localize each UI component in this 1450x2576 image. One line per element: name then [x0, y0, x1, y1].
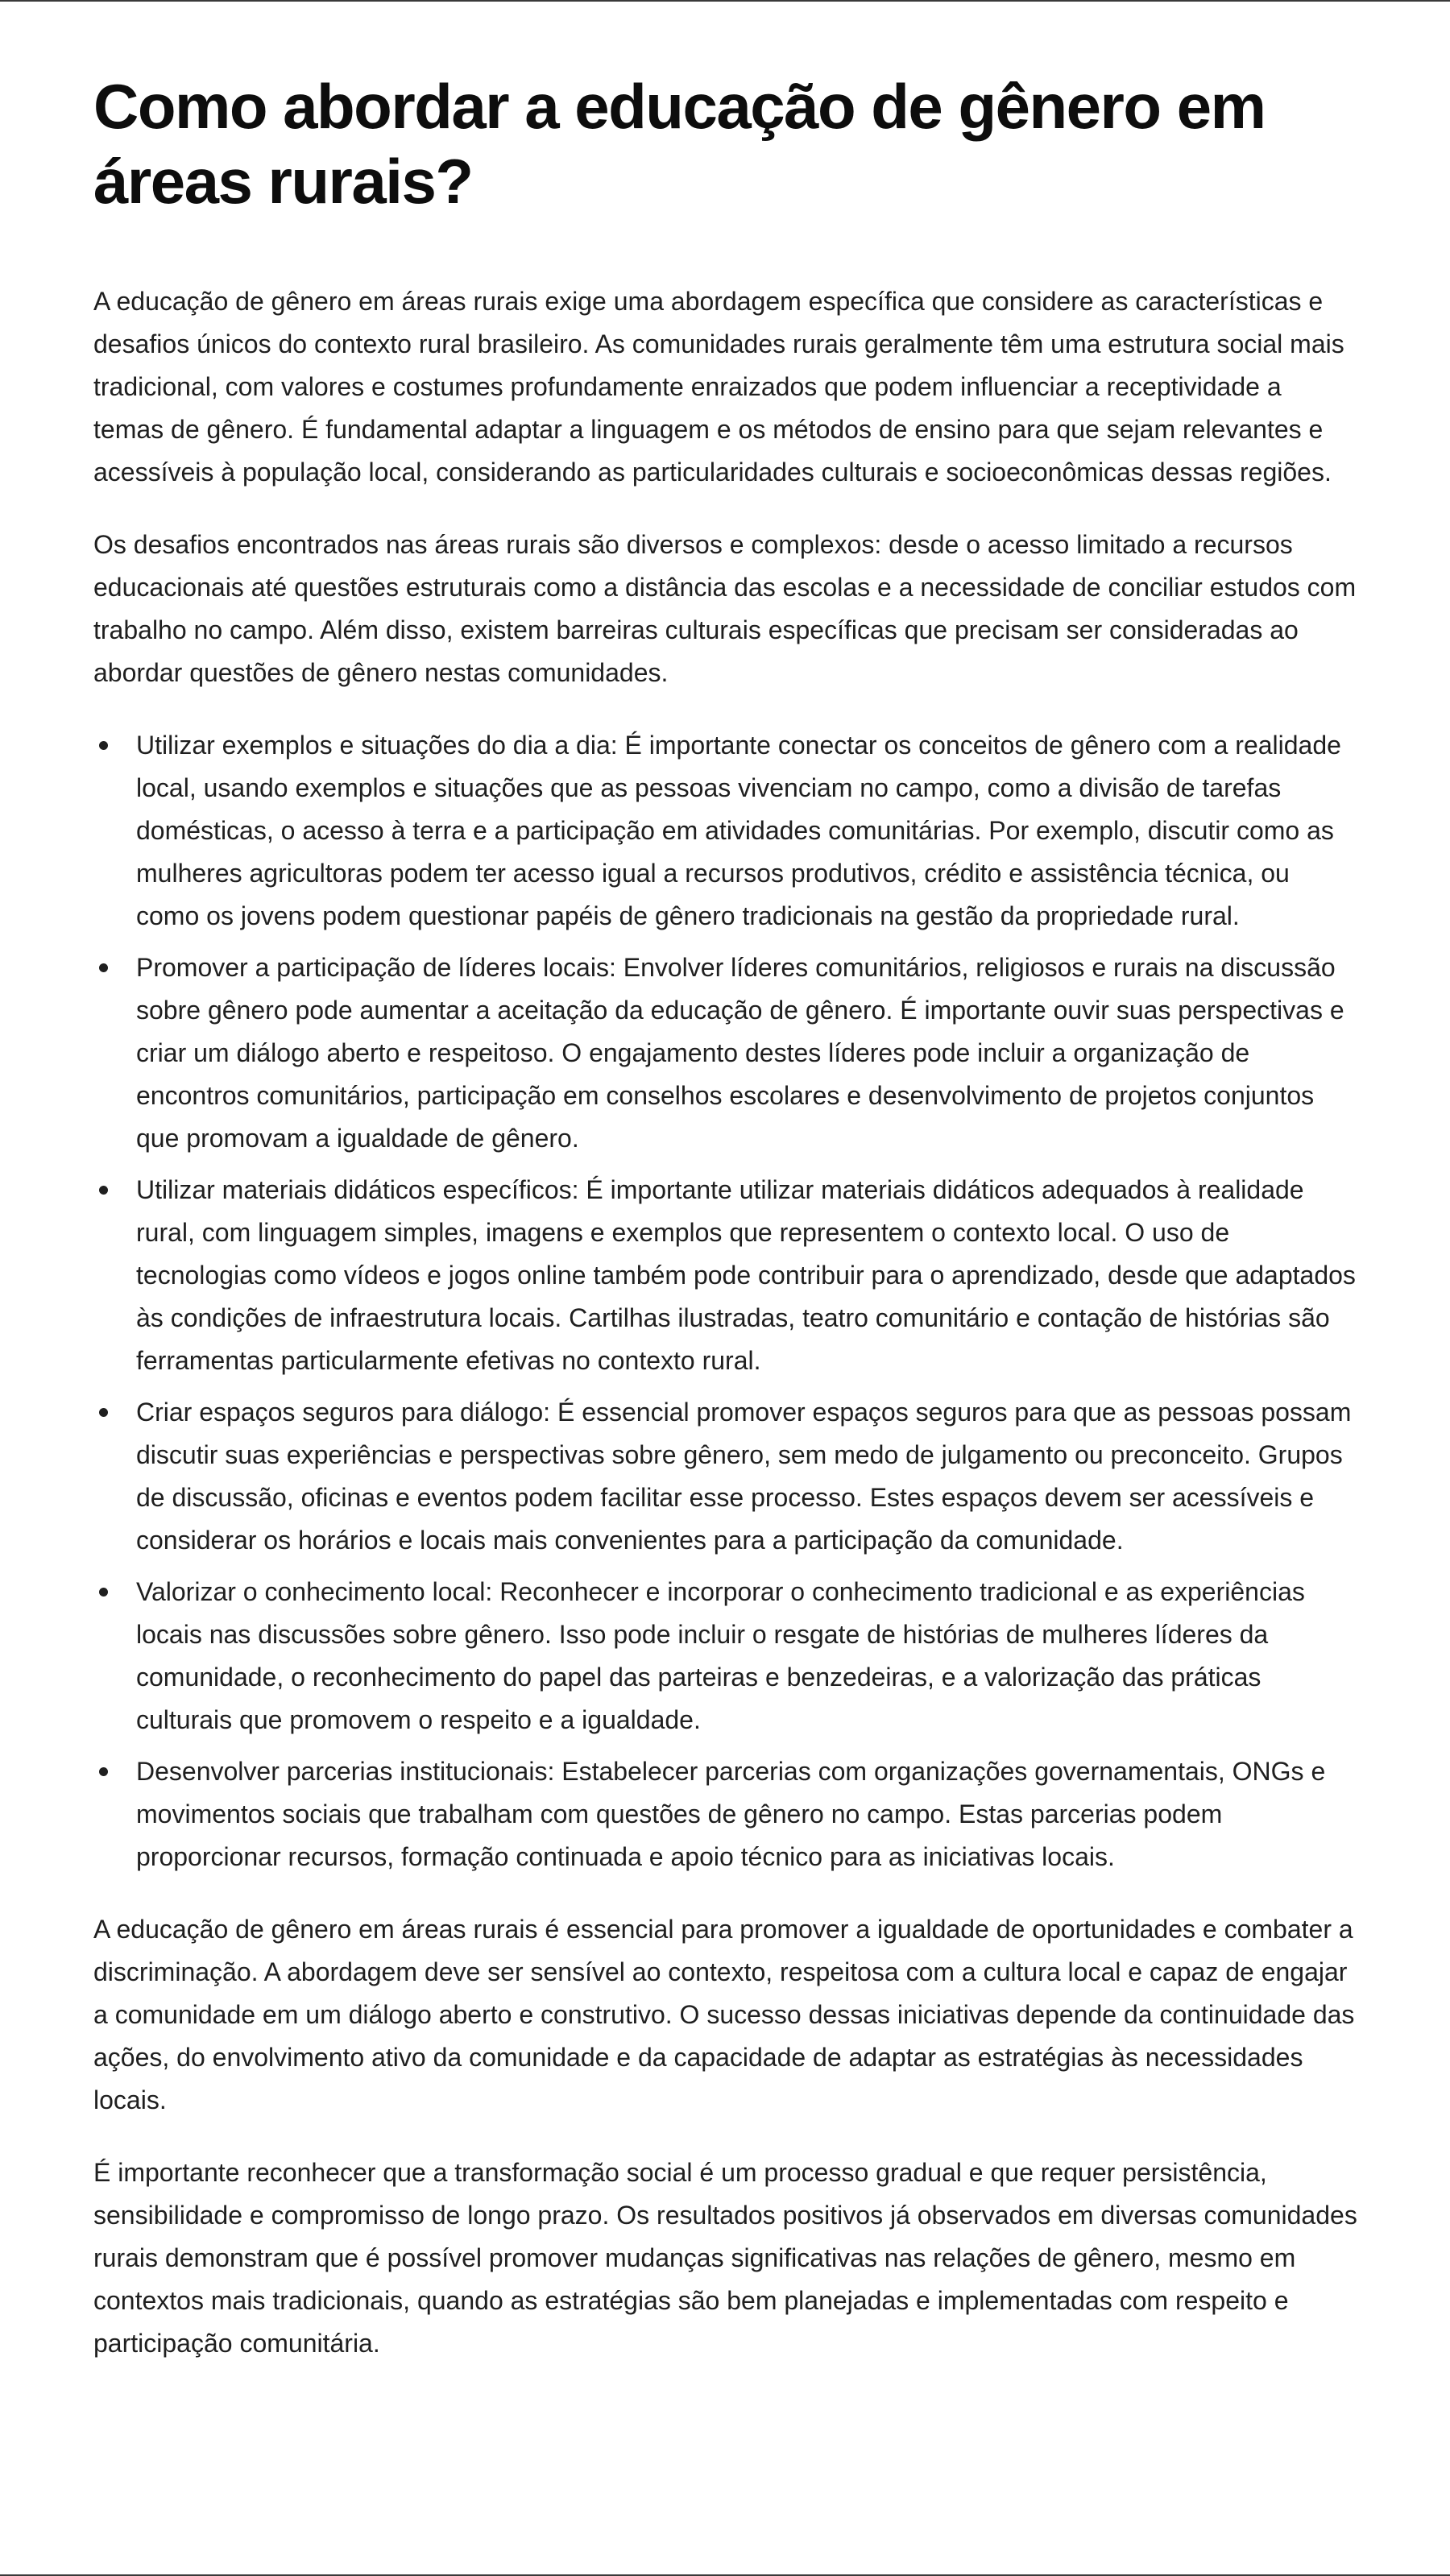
- intro-paragraph-2: Os desafios encontrados nas áreas rurais são diversos e complexos: desde o acesso limitado a recursos educacionais até questões estruturais como a distância das escolas e a necessidade de conciliar estudos com trabalho no campo. Além disso, existem barreiras culturais específicas que precisam ser consideradas ao abordar questões de gênero nestas comunidades.: [93, 530, 1357, 687]
- closing-paragraph-2: É importante reconhecer que a transformação social é um processo gradual e que requer persistência, sensibilidade e compromisso de longo prazo. Os resultados positivos já observados em diversas comunidades rurais demonstram que é possível promover mudanças significativas nas relações de gênero, mesmo em contextos mais tradicionais, quando as estratégias são bem planejadas e implementadas com respeito e participação comunitária.: [93, 2158, 1357, 2358]
- bullet-icon: [99, 741, 108, 750]
- bullet-icon: [99, 1588, 108, 1597]
- list-item: [93, 724, 1358, 938]
- list-item-text: Promover a participação de líderes locais: Envolver líderes comunitários, religiosos e rurais na discussão sobre gênero pode aumentar a aceitação da educação de gênero. É importante ouvir suas perspectivas e criar um diálogo aberto e respeitoso. O engajamento destes líderes pode incluir a organização de encontros comunitários, participação em conselhos escolares e desenvolvimento de projetos conjuntos que promovam a igualdade de gênero.: [136, 953, 1344, 1153]
- strategies-list: [93, 724, 1358, 1878]
- page-title: Como abordar a educação de gênero em áreas rurais?: [93, 71, 1266, 217]
- list-item-text: Desenvolver parcerias institucionais: Estabelecer parcerias com organizações governamentais, ONGs e movimentos sociais que trabalham com questões de gênero no campo. Estas parcerias podem proporcionar recursos, formação continuada e apoio técnico para as iniciativas locais.: [136, 1757, 1326, 1871]
- list-item: [93, 1391, 1358, 1562]
- list-item-text: Utilizar exemplos e situações do dia a dia: É importante conectar os conceitos de gênero com a realidade local, usando exemplos e situações que as pessoas vivenciam no campo, como a divisão de tarefas domésticas, o acesso à terra e a participação em atividades comunitárias. Por exemplo, discutir como as mulheres agricultoras podem ter acesso igual a recursos produtivos, crédito e assistência técnica, ou como os jovens podem questionar papéis de gênero tradicionais na gestão da propriedade rural.: [136, 731, 1341, 930]
- list-item-text: Utilizar materiais didáticos específicos: É importante utilizar materiais didáticos adequados à realidade rural, com linguagem simples, imagens e exemplos que representem o contexto local. O uso de tecnologias como vídeos e jogos online também pode contribuir para o aprendizado, desde que adaptados às condições de infraestrutura locais. Cartilhas ilustradas, teatro comunitário e contação de histórias são ferramentas particularmente efetivas no contexto rural.: [136, 1175, 1356, 1375]
- bullet-icon: [99, 963, 108, 972]
- bullet-icon: [99, 1767, 108, 1776]
- list-item: [93, 1169, 1358, 1382]
- list-item: [93, 1750, 1358, 1878]
- bullet-icon: [99, 1186, 108, 1195]
- article: [93, 69, 1358, 2395]
- top-border: [0, 0, 1450, 2]
- list-item-text: Valorizar o conhecimento local: Reconhecer e incorporar o conhecimento tradicional e as experiências locais nas discussões sobre gênero. Isso pode incluir o resgate de histórias de mulheres líderes da comunidade, o reconhecimento do papel das parteiras e benzedeiras, e a valorização das práticas culturais que promovem o respeito e a igualdade.: [136, 1577, 1305, 1734]
- intro-paragraph-1: A educação de gênero em áreas rurais exige uma abordagem específica que considere as características e desafios únicos do contexto rural brasileiro. As comunidades rurais geralmente têm uma estrutura social mais tradicional, com valores e costumes profundamente enraizados que podem influenciar a receptividade a temas de gênero. É fundamental adaptar a linguagem e os métodos de ensino para que sejam relevantes e acessíveis à população local, considerando as particularidades culturais e socioeconômicas dessas regiões.: [93, 287, 1344, 487]
- closing-paragraph-1: A educação de gênero em áreas rurais é essencial para promover a igualdade de oportunidades e combater a discriminação. A abordagem deve ser sensível ao contexto, respeitosa com a cultura local e capaz de engajar a comunidade em um diálogo aberto e construtivo. O sucesso dessas iniciativas depende da continuidade das ações, do envolvimento ativo da comunidade e da capacidade de adaptar as estratégias às necessidades locais.: [93, 1915, 1355, 2114]
- list-item: [93, 1571, 1358, 1741]
- bullet-icon: [99, 1408, 108, 1417]
- list-item-text: Criar espaços seguros para diálogo: É essencial promover espaços seguros para que as pessoas possam discutir suas experiências e perspectivas sobre gênero, sem medo de julgamento ou preconceito. Grupos de discussão, oficinas e eventos podem facilitar esse processo. Estes espaços devem ser acessíveis e considerar os horários e locais mais convenientes para a participação da comunidade.: [136, 1398, 1352, 1555]
- list-item: [93, 946, 1358, 1160]
